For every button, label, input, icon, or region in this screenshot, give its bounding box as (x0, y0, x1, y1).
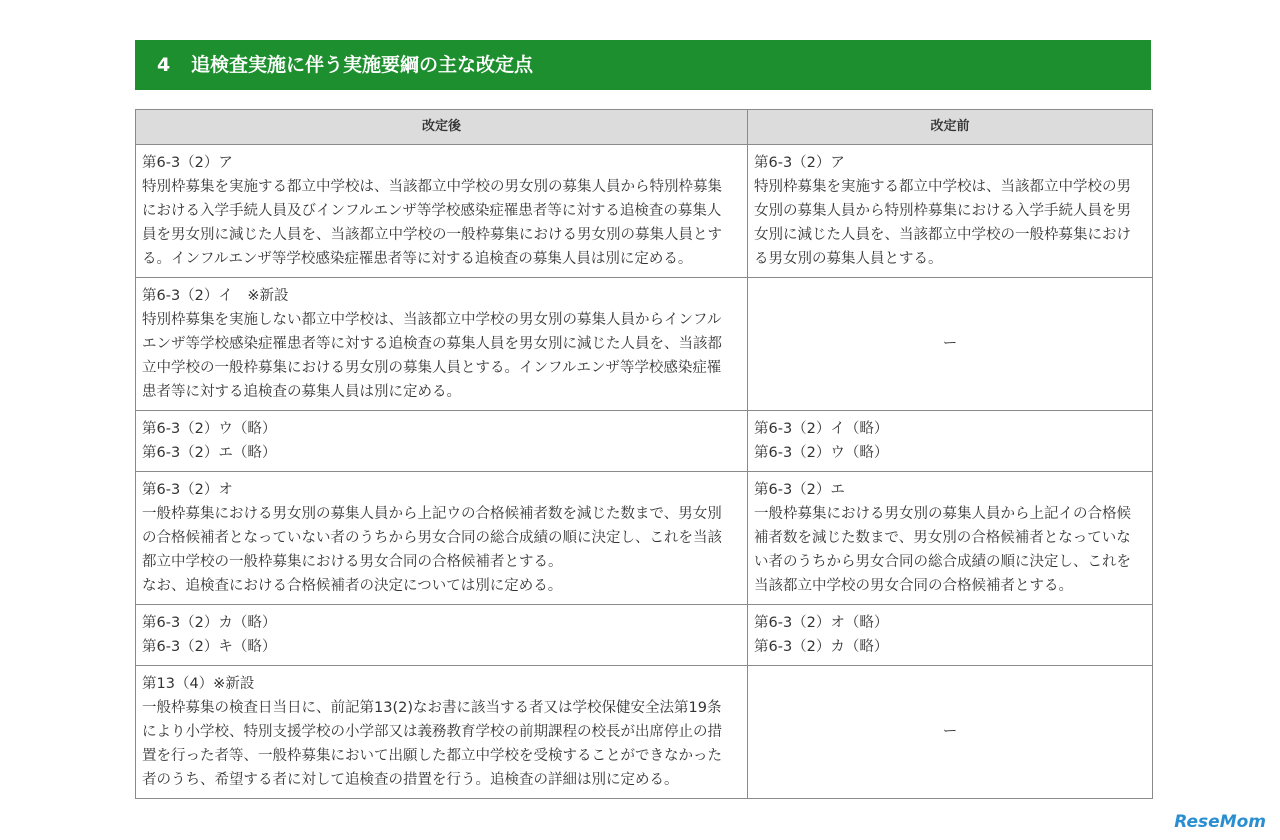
cell-before (748, 605, 1153, 666)
cell-line: い者のうちから男女合同の総合成績の順に決定し、これを (754, 554, 1131, 570)
cell-line: 一般枠募集の検査日当日に、前記第13(2)なお書に該当する者又は学校保健安全法第19条 (142, 700, 722, 716)
cell-after (136, 411, 748, 472)
cell-line: エンザ等学校感染症罹患者等に対する追検査の募集人員を男女別に減じた人員を、当該都 (142, 336, 722, 352)
cell-line: 一般枠募集における男女別の募集人員から上記ウの合格候補者数を減じた数まで、男女別 (142, 506, 722, 522)
cell-line: 第6-3（2）カ（略） (142, 615, 277, 631)
cell-before (748, 145, 1153, 278)
resemom-logo: ReseMom (1174, 812, 1266, 832)
cell-line: により小学校、特別支援学校の小学部又は義務教育学校の前期課程の校長が出席停止の措 (142, 724, 722, 740)
revision-table (135, 109, 1153, 799)
cell-line: における入学手続人員及びインフルエンザ等学校感染症罹患者等に対する追検査の募集人 (142, 203, 722, 219)
cell-after (136, 605, 748, 666)
cell-line: 第6-3（2）ア (754, 155, 845, 171)
cell-line: 補者数を減じた数まで、男女別の合格候補者となっていな (754, 530, 1131, 546)
table-row (136, 411, 1153, 472)
cell-line: 都立中学校の一般枠募集における男女合同の合格候補者とする。 (142, 554, 563, 570)
cell-line: 置を行った者等、一般枠募集において出願した都立中学校を受検することができなかった (142, 748, 722, 764)
cell-line: 女別の募集人員から特別枠募集における入学手続人員を男 (754, 203, 1131, 219)
cell-line: る男女別の募集人員とする。 (754, 251, 943, 267)
cell-line: 立中学校の一般枠募集における男女別の募集人員とする。インフルエンザ等学校感染症罹 (142, 360, 722, 376)
cell-line: 員を男女別に減じた人員を、当該都立中学校の一般枠募集における男女別の募集人員とす (142, 227, 722, 243)
cell-line: 第6-3（2）ア (142, 155, 233, 171)
table-row (136, 145, 1153, 278)
cell-line: 第6-3（2）ウ（略） (754, 445, 889, 461)
table-header-row (136, 110, 1153, 145)
cell-line: 第6-3（2）オ（略） (754, 615, 889, 631)
cell-line: 女別に減じた人員を、当該都立中学校の一般枠募集におけ (754, 227, 1131, 243)
cell-before (748, 472, 1153, 605)
table-row (136, 278, 1153, 411)
cell-after (136, 145, 748, 278)
cell-after (136, 278, 748, 411)
section-banner (135, 40, 1151, 90)
cell-line: 第6-3（2）カ（略） (754, 639, 889, 655)
cell-before (748, 278, 1153, 411)
header-before: 改定前 (748, 110, 1153, 145)
table-row (136, 605, 1153, 666)
cell-line: 第6-3（2）イ（略） (754, 421, 889, 437)
section-title: 追検査実施に伴う実施要綱の主な改定点 (191, 54, 534, 76)
cell-line: る。インフルエンザ等学校感染症罹患者等に対する追検査の募集人員は別に定める。 (142, 251, 693, 267)
cell-line: 特別枠募集を実施する都立中学校は、当該都立中学校の男女別の募集人員から特別枠募集 (142, 179, 722, 195)
cell-line: 第6-3（2）エ（略） (142, 445, 277, 461)
table-row (136, 472, 1153, 605)
cell-line: 第6-3（2）ウ（略） (142, 421, 277, 437)
cell-after (136, 472, 748, 605)
cell-line: 第6-3（2）イ ※新設 (142, 288, 289, 304)
cell-before (748, 666, 1153, 799)
cell-line: ー (942, 724, 958, 740)
cell-line: 患者等に対する追検査の募集人員は別に定める。 (142, 384, 461, 400)
cell-line: ー (942, 336, 958, 352)
cell-line: 第6-3（2）キ（略） (142, 639, 277, 655)
cell-line: 特別枠募集を実施しない都立中学校は、当該都立中学校の男女別の募集人員からインフル (142, 312, 722, 328)
header-after: 改定後 (136, 110, 748, 145)
section-number: 4 (157, 54, 171, 76)
cell-line: 当該都立中学校の男女合同の合格候補者とする。 (754, 578, 1073, 594)
cell-line: 第13（4）※新設 (142, 676, 255, 692)
cell-before (748, 411, 1153, 472)
cell-line: 特別枠募集を実施する都立中学校は、当該都立中学校の男 (754, 179, 1131, 195)
cell-line: の合格候補者となっていない者のうちから男女合同の総合成績の順に決定し、これを当該 (142, 530, 722, 546)
cell-line: 第6-3（2）オ (142, 482, 233, 498)
cell-line: 者のうち、希望する者に対して追検査の措置を行う。追検査の詳細は別に定める。 (142, 772, 679, 788)
cell-line: 一般枠募集における男女別の募集人員から上記イの合格候 (754, 506, 1131, 522)
cell-line: なお、追検査における合格候補者の決定については別に定める。 (142, 578, 563, 594)
cell-after (136, 666, 748, 799)
cell-line: 第6-3（2）エ (754, 482, 845, 498)
table-row (136, 666, 1153, 799)
